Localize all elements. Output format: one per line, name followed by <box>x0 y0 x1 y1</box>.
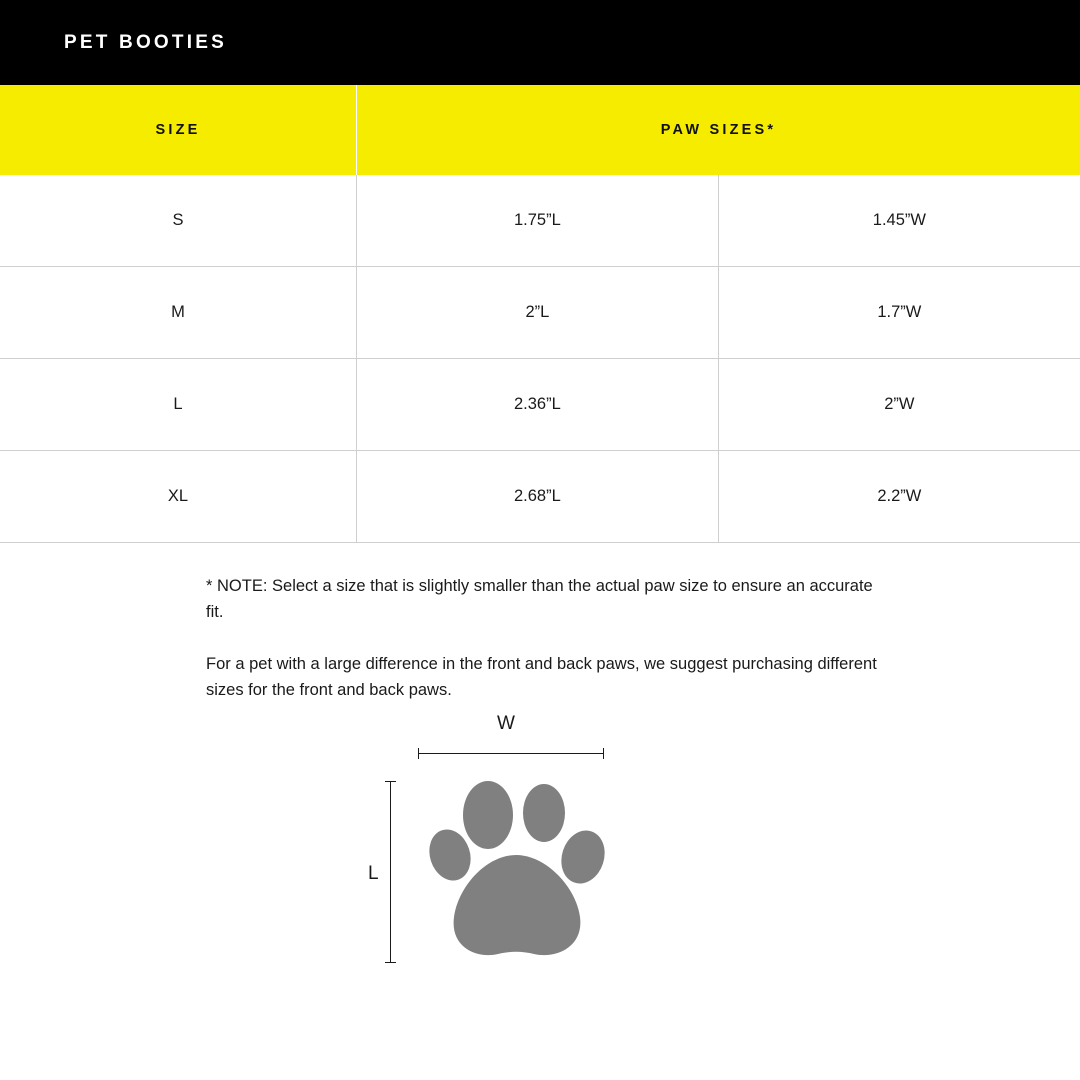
cell-size: L <box>0 359 357 451</box>
table-row <box>0 175 1080 267</box>
table-row <box>0 359 1080 451</box>
cell-width: 2.2”W <box>718 451 1080 543</box>
note-front-back-paws: For a pet with a large difference in the front and back paws, we suggest purchasing different sizes for the front and back paws. <box>206 655 877 699</box>
width-dimension-label: W <box>497 713 515 734</box>
length-dimension-label: L <box>368 863 379 884</box>
page-title: PET BOOTIES <box>64 31 227 53</box>
cell-width: 2”W <box>718 359 1080 451</box>
column-header-paw-sizes: PAW SIZES* <box>660 122 777 138</box>
column-header-size: SIZE <box>0 85 357 175</box>
paw-print-icon <box>428 777 608 967</box>
table-row <box>0 451 1080 543</box>
cell-width: 1.45”W <box>718 175 1080 267</box>
page-header <box>0 0 1080 85</box>
cell-width: 1.7”W <box>718 267 1080 359</box>
cell-length: 1.75”L <box>357 175 719 267</box>
cell-size: M <box>0 267 357 359</box>
cell-length: 2.36”L <box>357 359 719 451</box>
note-sizing: * NOTE: Select a size that is slightly smaller than the actual paw size to ensure an accurate fit. <box>206 577 873 621</box>
notes-section <box>0 543 1080 703</box>
cell-length: 2.68”L <box>357 451 719 543</box>
length-dimension-line <box>390 781 391 963</box>
width-dimension-line <box>418 753 604 754</box>
table-header-row <box>0 85 1080 175</box>
table-row <box>0 267 1080 359</box>
size-table <box>0 85 1080 543</box>
paw-measurement-diagram <box>0 713 1080 1049</box>
cell-size: XL <box>0 451 357 543</box>
cell-length: 2”L <box>357 267 719 359</box>
cell-size: S <box>0 175 357 267</box>
